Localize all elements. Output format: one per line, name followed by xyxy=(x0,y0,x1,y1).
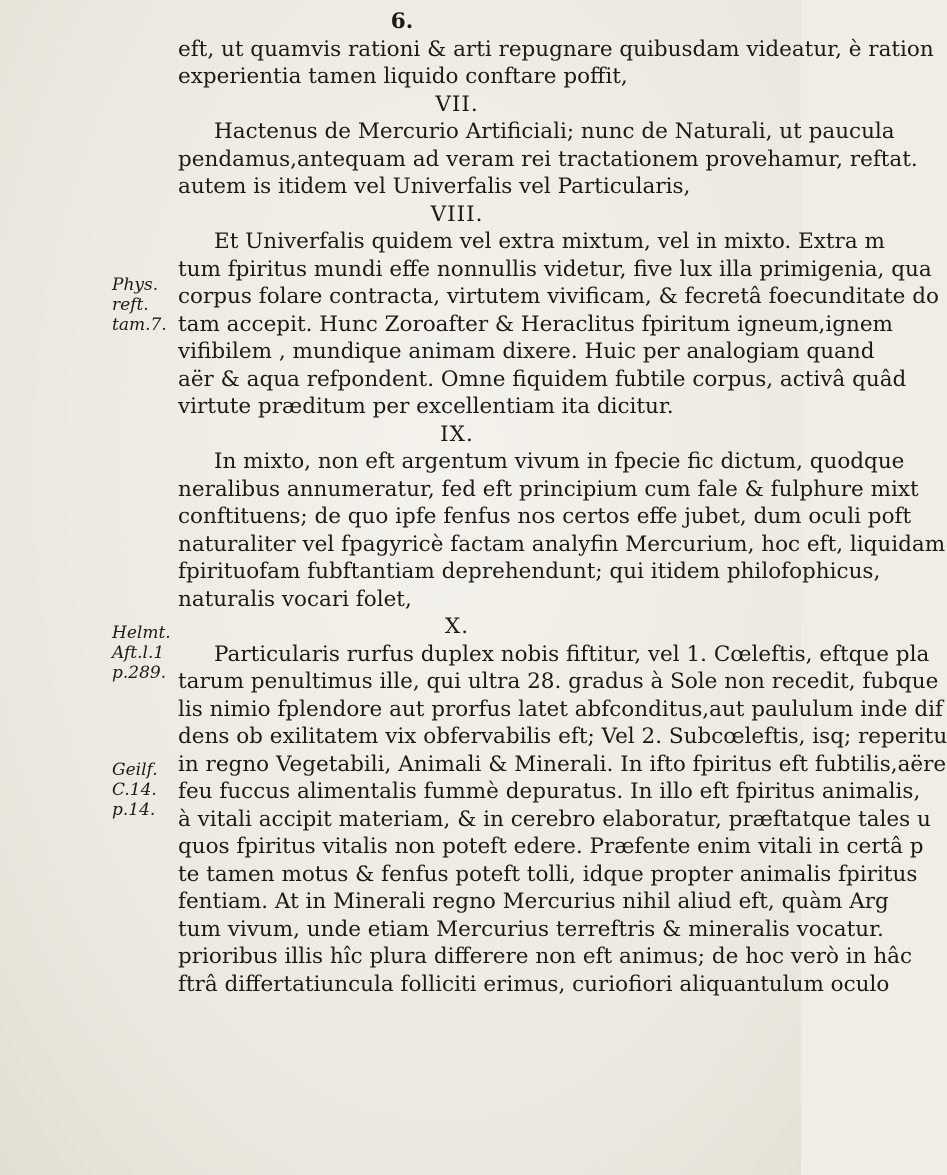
text-line: te tamen motus & fenfus poteft tolli, idque propter animalis fpiritus xyxy=(178,861,918,887)
text-line: conftituens; de quo ipfe fenfus nos certos effe jubet, dum oculi poft xyxy=(178,504,912,529)
margin-note-line: Geilf. xyxy=(112,760,158,780)
section-number: VIII. xyxy=(430,201,484,227)
margin-note-line: Phys. xyxy=(112,275,159,295)
main-text xyxy=(178,8,947,998)
margin-note-line: tam.7. xyxy=(112,315,167,335)
section-number: IX. xyxy=(440,421,474,447)
text-line: autem is itidem vel Univerfalis vel Particularis, xyxy=(178,174,691,199)
text-line: corpus folare contracta, virtutem vivificam, & fecretâ foecunditate do xyxy=(178,284,939,309)
text-line: prioribus illis hîc plura differere non eft animus; de hoc verò in hâc xyxy=(178,944,913,969)
margin-note-line: reft. xyxy=(112,295,149,315)
page-number: 6. xyxy=(390,9,414,34)
text-line: vifibilem , mundique animam dixere. Huic per analogiam quand xyxy=(178,339,875,364)
text-line: tarum penultimus ille, qui ultra 28. gradus à Sole non recedit, fubque xyxy=(178,669,939,694)
text-line: aër & aqua refpondent. Omne fiquidem fubtile corpus, activâ quâd xyxy=(178,366,907,392)
text-line: virtute præditum per excellentiam ita dicitur. xyxy=(178,394,674,419)
margin-note-line: p.14. xyxy=(112,800,156,820)
text-line: in regno Vegetabili, Animali & Minerali. In ifto fpiritus eft fubtilis,aëre xyxy=(178,751,947,777)
text-line: fentiam. At in Minerali regno Mercurius nihil aliud eft, quàm Arg xyxy=(178,889,889,914)
text-line: à vitali accipit materiam, & in cerebro elaboratur, præftatque tales u xyxy=(178,806,931,832)
text-line: tum fpiritus mundi effe nonnullis videtur, five lux illa primigenia, qua xyxy=(178,256,932,282)
text-line: dens ob exilitatem vix obfervabilis eft; Vel 2. Subcœleftis, isq; reperitu xyxy=(178,724,947,749)
text-line: experientia tamen liquido conftare poffit, xyxy=(178,64,628,89)
section-number: X. xyxy=(444,614,470,639)
section-number: VII. xyxy=(435,91,479,117)
text-line: fpirituofam fubftantiam deprehendunt; qui itidem philofophicus, xyxy=(178,559,881,584)
text-line: Hactenus de Mercurio Artificiali; nunc de Naturali, ut paucula xyxy=(214,119,895,144)
margin-note xyxy=(112,623,176,683)
margin-note-line: p.289. xyxy=(112,663,167,683)
margin-note-line: Aft.l.1 xyxy=(112,643,165,663)
text-line: naturaliter vel fpagyricè factam analyfin Mercurium, hoc eft, liquidam xyxy=(178,531,946,557)
text-line: neralibus annumeratur, fed eft principium cum fale & fulphure mixt xyxy=(178,476,919,502)
text-line: Particularis rurfus duplex nobis fiftitur, vel 1. Cœleftis, eftque pla xyxy=(214,641,930,667)
text-line: pendamus,antequam ad veram rei tractationem provehamur, reftat. xyxy=(178,146,918,172)
text-line: naturalis vocari folet, xyxy=(178,586,412,612)
text-line: eft, ut quamvis rationi & arti repugnare quibusdam videatur, è ration xyxy=(178,36,934,62)
text-line: ftrâ differtatiuncula folliciti erimus, curiofiori aliquantulum oculo xyxy=(178,971,890,997)
margin-note xyxy=(112,760,176,820)
margin-note-line: C.14. xyxy=(112,780,157,800)
margin-note xyxy=(112,275,176,335)
text-line: lis nimio fplendore aut prorfus latet abfconditus,aut paululum inde dif xyxy=(178,696,943,722)
text-line: tam accepit. Hunc Zoroafter & Heraclitus fpiritum igneum,ignem xyxy=(178,311,893,337)
text-line: quos fpiritus vitalis non poteft edere. Præfente enim vitali in certâ p xyxy=(178,834,924,859)
text-line: feu fuccus alimentalis fummè depuratus. In illo eft fpiritus animalis, xyxy=(178,779,921,804)
text-line: tum vivum, unde etiam Mercurius terreftris & mineralis vocatur. xyxy=(178,916,884,942)
text-line: Et Univerfalis quidem vel extra mixtum, vel in mixto. Extra m xyxy=(214,229,885,254)
text-line: In mixto, non eft argentum vivum in fpecie fic dictum, quodque xyxy=(214,449,905,474)
margin-note-line: Helmt. xyxy=(112,623,171,643)
